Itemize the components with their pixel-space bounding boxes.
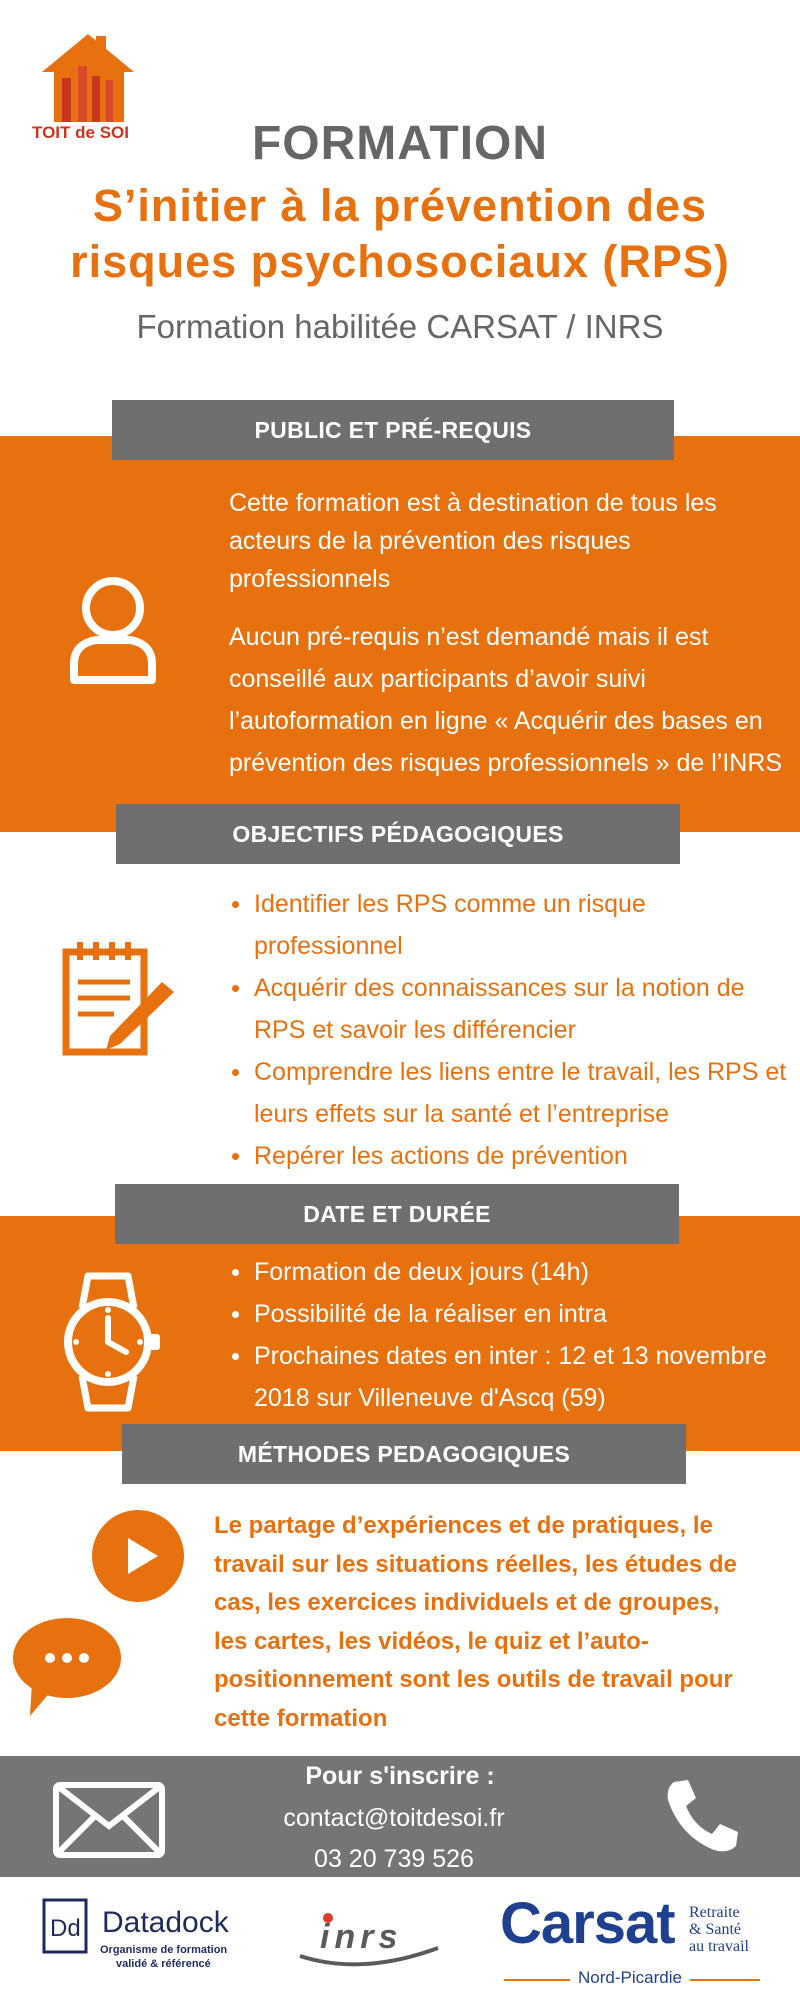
list-item: Possibilité de la réaliser en intra [230, 1293, 790, 1335]
contact-email[interactable]: contact@toitdesoi.fr [283, 1804, 505, 1832]
play-video-icon [92, 1510, 184, 1607]
notepad-pencil-icon [58, 938, 178, 1065]
contact-phone[interactable]: 03 20 739 526 [314, 1845, 474, 1873]
list-item: Acquérir des connaissances sur la notion de RPS et savoir les différencier [230, 967, 790, 1051]
logo-text: TOIT de SOI [32, 123, 129, 142]
house-logo-icon [28, 28, 148, 123]
carsat-region: Nord-Picardie [570, 1968, 690, 1988]
list-item: Repérer les actions de prévention [230, 1135, 790, 1177]
objectifs-list [230, 883, 790, 1177]
datadock-mark-icon [42, 1898, 88, 1954]
public-heading: PUBLIC ET PRÉ-REQUIS [112, 400, 674, 460]
carsat-side-3: au travail [689, 1938, 749, 1955]
wristwatch-icon [56, 1270, 164, 1419]
page-title-line2: risques psychosociaux (RPS) [70, 236, 730, 287]
methodes-text: Le partage d’expériences et de pratiques, le travail sur les situations réelles, les études de cas, les exercices individuels et de groupes, les cartes, les vidéos, le quiz et l’auto-positionnement sont les outils de travail pour cette formation [214, 1512, 737, 1732]
datadock-name: Datadock [102, 1906, 229, 1939]
objectifs-heading: OBJECTIFS PÉDAGOGIQUES [116, 804, 680, 864]
list-item: Identifier les RPS comme un risque professionnel [230, 883, 790, 967]
carsat-logo [500, 1890, 770, 1990]
page-subtitle: Formation habilitée CARSAT / INRS [136, 308, 664, 345]
inrs-logo [292, 1906, 442, 1976]
datadock-tagline-1: Organisme de formation [100, 1944, 228, 1956]
date-heading: DATE ET DURÉE [115, 1184, 679, 1244]
list-item: Prochaines dates en inter : 12 et 13 novembre 2018 sur Villeneuve d'Ascq (59) [230, 1335, 790, 1419]
page-kicker: FORMATION [251, 117, 549, 170]
carsat-name: Carsat [500, 1891, 675, 1956]
user-icon [66, 572, 160, 693]
datadock-logo [42, 1898, 242, 1978]
methodes-heading: MÉTHODES PEDAGOGIQUES [122, 1424, 686, 1484]
public-paragraph-1: Cette formation est à destination de tous les acteurs de la prévention des risques professionnels [229, 489, 717, 593]
public-paragraph-2: Aucun pré-requis n’est demandé mais il est conseillé aux participants d’avoir suivi l’autoformation en ligne « Acquérir des bases en prévention des risques professionnels » de l’INRS [229, 623, 783, 777]
date-list [230, 1251, 790, 1419]
carsat-side-2: & Santé [689, 1921, 741, 1938]
page-title-line1: S’initier à la prévention des [92, 180, 708, 231]
inrs-name: inrs [320, 1918, 403, 1956]
carsat-side-1: Retraite [689, 1904, 740, 1921]
list-item: Comprendre les liens entre le travail, les RPS et leurs effets sur la santé et l’entreprise [230, 1051, 790, 1135]
datadock-tagline-2: validé & référencé [116, 1958, 211, 1970]
svg-text:Dd: Dd [50, 1915, 81, 1942]
contact-heading: Pour s'inscrire : [305, 1762, 495, 1790]
chat-bubble-icon [12, 1616, 122, 1723]
list-item: Formation de deux jours (14h) [230, 1251, 790, 1293]
